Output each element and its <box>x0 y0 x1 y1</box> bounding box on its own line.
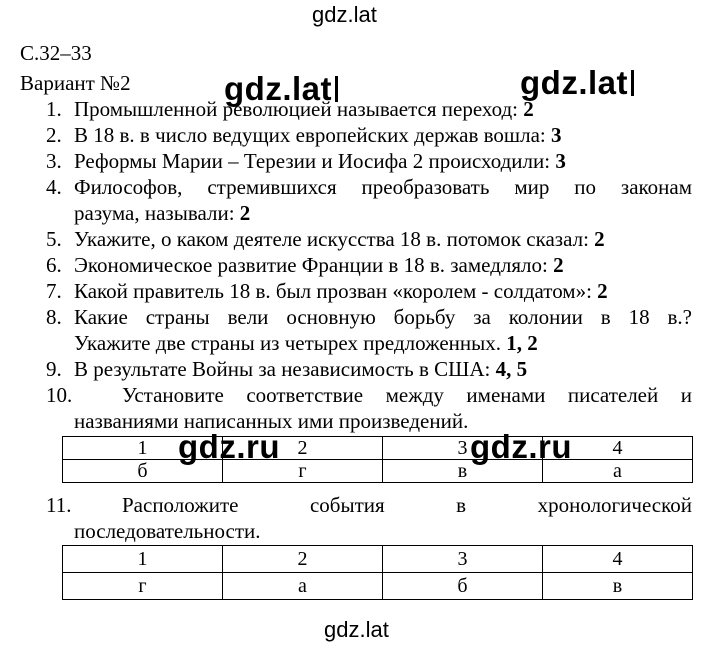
item-text: последовательности. <box>74 519 261 543</box>
table-cell: 1 <box>63 546 223 573</box>
item-answer: 2 <box>553 253 564 277</box>
watermark-top: gdz.lat <box>312 2 377 27</box>
table-row <box>63 460 693 483</box>
item-text: Экономическое развитие Франции в 18 в. замедляло: <box>74 253 554 277</box>
table-cell: б <box>383 573 543 600</box>
watermark-table-right: gdz.ru <box>470 428 572 465</box>
table-cell: в <box>543 573 693 600</box>
item-answer: 4, 5 <box>495 357 528 381</box>
item-answer: 3 <box>551 123 562 147</box>
item-text: Укажите две страны из четырех предложенных. <box>74 331 507 355</box>
list-item-continuation <box>74 200 250 226</box>
item-answer: 2 <box>597 279 608 303</box>
table-cell: г <box>223 460 383 483</box>
item-text: Промышленной революцией называется переход: <box>74 97 524 121</box>
item-text: В результате Войны за независимость в США: <box>74 357 496 381</box>
item-number: 5. <box>46 227 62 251</box>
item-number: 4. <box>46 175 62 199</box>
table-cell: 3 <box>383 546 543 573</box>
list-item-continuation <box>74 518 261 544</box>
item-text: Укажите, о каком деятеле искусства 18 в. потомок сказал: <box>74 227 595 251</box>
table-header-row <box>63 437 693 460</box>
item-text: Расположите события в хронологической <box>122 493 692 517</box>
table-cell: 3 <box>383 437 543 460</box>
item-text: разума, называли: <box>74 201 240 225</box>
item-answer: 2 <box>594 227 605 251</box>
item-number: 1. <box>46 97 62 121</box>
item-text: Какие страны вели основную борьбу за колонии в 18 в.? <box>74 305 692 329</box>
table-cell: 1 <box>63 437 223 460</box>
watermark-mid-left: gdz.lat <box>224 70 338 108</box>
item-answer: 1, 2 <box>506 331 538 355</box>
item-answer: 3 <box>555 149 566 173</box>
item-number: 10. <box>46 383 73 407</box>
item-number: 2. <box>46 123 62 147</box>
item-answer: 2 <box>523 97 534 121</box>
table-cell: 2 <box>223 546 383 573</box>
page-range: С.32–33 <box>20 41 92 65</box>
item-text: Философов, стремившихся преобразовать мир по законам <box>74 175 692 199</box>
item-text: В 18 в. в число ведущих европейских держав вошла: <box>74 123 551 147</box>
variant-title: Вариант №2 <box>20 71 131 95</box>
table-header-row <box>63 546 693 573</box>
item-text: Установите соответствие между именами писателей и <box>122 383 692 407</box>
table-cell: а <box>543 460 693 483</box>
table-10 <box>62 436 693 483</box>
item-number: 8. <box>46 305 62 329</box>
table-cell: 4 <box>543 437 693 460</box>
item-number: 11. <box>46 493 72 517</box>
table-cell: а <box>223 573 383 600</box>
table-cell: 2 <box>223 437 383 460</box>
item-number: 9. <box>46 357 62 381</box>
item-number: 7. <box>46 279 62 303</box>
item-text: названиями написанных ими произведений. <box>74 409 469 433</box>
item-answer: 2 <box>239 201 251 225</box>
watermark-table-left: gdz.ru <box>178 428 280 465</box>
table-cell: в <box>383 460 543 483</box>
table-cell: 4 <box>543 546 693 573</box>
table-row <box>63 573 693 600</box>
watermark-bottom: gdz.lat <box>324 617 389 642</box>
table-11 <box>62 545 693 600</box>
table-cell: б <box>63 460 223 483</box>
item-number: 3. <box>46 149 62 173</box>
item-text: Какой правитель 18 в. был прозван «королем - солдатом»: <box>74 279 598 303</box>
watermark-mid-right: gdz.lat <box>520 64 634 102</box>
item-number: 6. <box>46 253 62 277</box>
list-item-continuation <box>74 330 538 356</box>
table-cell: г <box>63 573 223 600</box>
item-text: Реформы Марии – Терезии и Иосифа 2 происходили: <box>74 149 556 173</box>
